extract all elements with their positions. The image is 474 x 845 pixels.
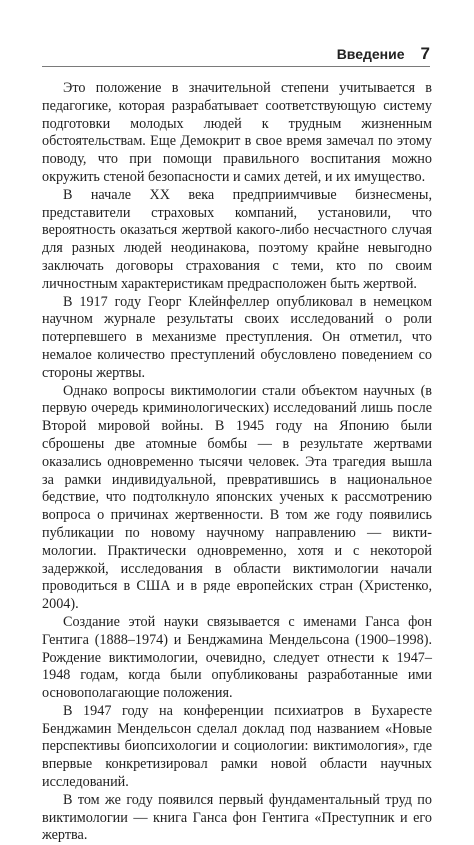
header-divider	[42, 66, 430, 67]
paragraph: В том же году появился первый фундаментальный труд по виктимологии — книга Ганса фон Гентига «Преступник и его жертва.	[42, 791, 432, 844]
paragraph: В начале XX века предприимчивые бизнесмены, представители страховых компаний, установили, что вероятность оказаться жертвой какого-либо несчастного случая для разных людей неодинакова, поэтому крайне невыгодно заключать договоры страхования с теми, кто по своим личностным характеристикам предрасположен быть жертвой.	[42, 186, 432, 292]
paragraph: Создание этой науки связывается с именами Ганса фон Гентига (1888–1974) и Бенджамина Мендельсона (1900–1998). Рождение виктимологии, очевидно, следует отнести к 1947–1948 годам, когда были опубликованы разработанные ими основополагающие положения.	[42, 613, 432, 702]
paragraph: В 1917 году Георг Клейнфеллер опубликовал в немецком научном журнале результаты своих исследований о роли потерпевшего в механизме преступления. Он отметил, что немалое количество преступлений обусловлено поведением со стороны жертвы.	[42, 293, 432, 381]
page-number: 7	[420, 44, 430, 63]
section-title: Введение	[336, 46, 405, 62]
paragraph: Это положение в значительной степени учитывается в педагогике, которая разрабатывает соответствующую систему подготовки молодых людей к трудным жизненным обстоятельствам. Еще Демокрит в свое время замечал по этому поводу, что при помощи правильного воспитания можно окружить стеной безопасности и самих детей, и их имущество.	[42, 80, 432, 185]
running-head	[42, 44, 430, 64]
body-text	[42, 80, 432, 845]
paragraph: В 1947 году на конференции психиатров в Бухаресте Бенджамин Мендельсон сделал доклад под названием «Новые перспективы биопсихологии и социологии: виктимология», где впервые конкретизировал рамки новой области научных исследований.	[42, 702, 432, 791]
paragraph: Однако вопросы виктимологии стали объектом научных (в первую очередь криминологических) исследований лишь после Второй мировой войны. В 1945 году на Японию были сброшены две атомные бомбы — в результате жертвами оказались одновременно тысячи человек. Эта трагедия вышла за рамки индивидуальной, превратившись в национальное бедствие, что подтолкнуло японских ученых к рассмотрению вопроса о причинах жертвенности. В том же году появились публикации по новому научному направлению — виктимологии. Практически одновременно, хотя и с некоторой задержкой, исследования в области виктимологии начали проводиться в США и в ряде европейских стран (Христенко, 2004).	[42, 382, 432, 613]
